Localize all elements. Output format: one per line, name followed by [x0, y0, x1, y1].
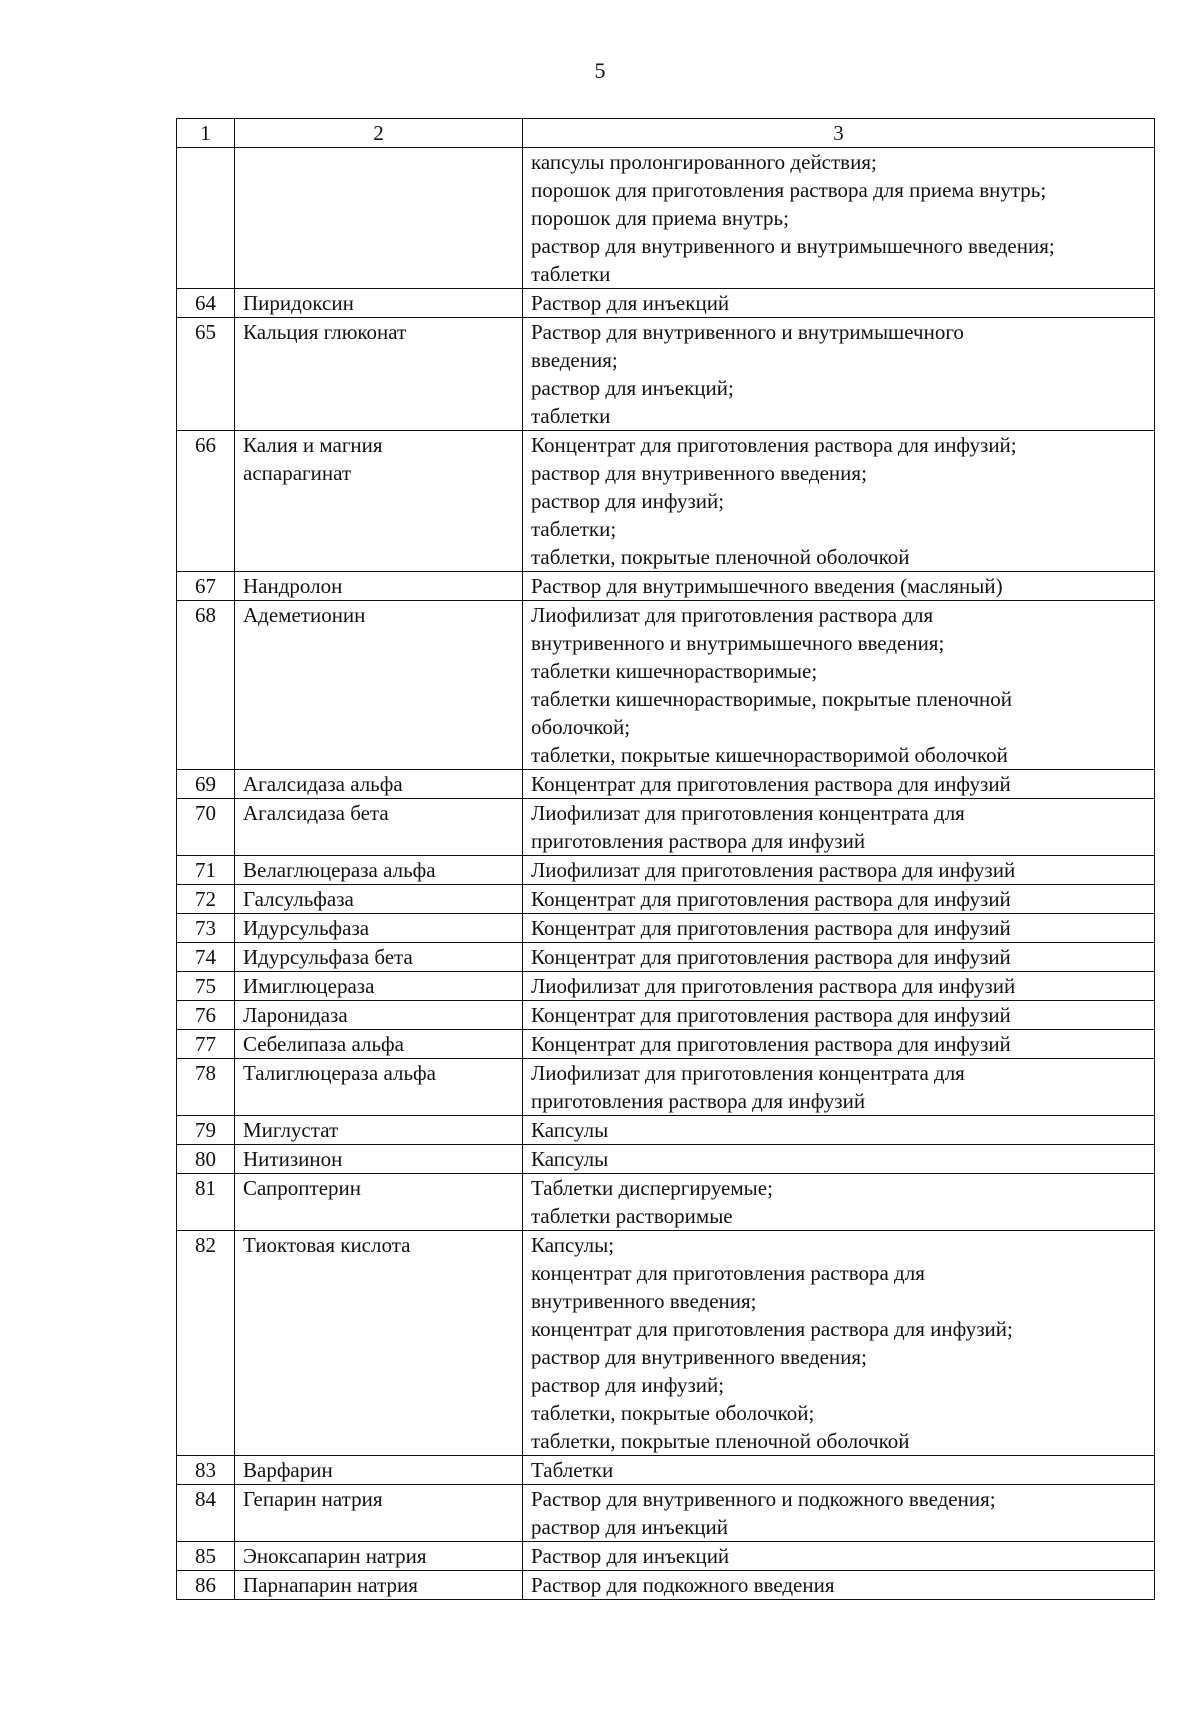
column-header-name: 2: [235, 119, 523, 148]
table-row: [177, 799, 1155, 856]
table-row: [177, 856, 1155, 885]
row-number: 81: [177, 1174, 235, 1231]
table-row: [177, 1485, 1155, 1542]
drug-name: Себелипаза альфа: [235, 1030, 523, 1059]
drug-name: Адеметионин: [235, 601, 523, 770]
page-number: 5: [594, 58, 606, 83]
drug-name: Талиглюцераза альфа: [235, 1059, 523, 1116]
row-number: 71: [177, 856, 235, 885]
table-row: [177, 1116, 1155, 1145]
table-row: [177, 572, 1155, 601]
row-number: 74: [177, 943, 235, 972]
table-row: [177, 1542, 1155, 1571]
table-row: [177, 1001, 1155, 1030]
drug-name: Тиоктовая кислота: [235, 1231, 523, 1456]
dosage-forms: Лиофилизат для приготовления раствора для инфузий: [523, 856, 1155, 885]
dosage-forms: Таблетки: [523, 1456, 1155, 1485]
column-header-number: 1: [177, 119, 235, 148]
table-row: [177, 431, 1155, 572]
drug-name: Эноксапарин натрия: [235, 1542, 523, 1571]
table-row: [177, 1571, 1155, 1600]
dosage-forms: Лиофилизат для приготовления раствора для инфузий: [523, 972, 1155, 1001]
drug-table: [176, 118, 1155, 1600]
table-row: [177, 1059, 1155, 1116]
dosage-forms: Капсулы: [523, 1116, 1155, 1145]
dosage-forms: Таблетки диспергируемые; таблетки растворимые: [523, 1174, 1155, 1231]
row-number: 70: [177, 799, 235, 856]
drug-name: Велаглюцераза альфа: [235, 856, 523, 885]
row-number: 73: [177, 914, 235, 943]
dosage-forms: Капсулы; концентрат для приготовления раствора для внутривенного введения; концентрат для приготовления раствора для инфузий; раствор для внутривенного введения; раствор для инфузий; таблетки, покрытые оболочкой; таблетки, покрытые пленочной оболочкой: [523, 1231, 1155, 1456]
drug-name: Гепарин натрия: [235, 1485, 523, 1542]
column-header-forms: 3: [523, 119, 1155, 148]
dosage-forms: Лиофилизат для приготовления концентрата для приготовления раствора для инфузий: [523, 799, 1155, 856]
table-row: [177, 289, 1155, 318]
table-row: [177, 1145, 1155, 1174]
table-row: [177, 1456, 1155, 1485]
drug-name: Калия и магния аспарагинат: [235, 431, 523, 572]
drug-name: Агалсидаза бета: [235, 799, 523, 856]
table-row: [177, 1030, 1155, 1059]
row-number: 86: [177, 1571, 235, 1600]
table-row: [177, 1231, 1155, 1456]
table-row: [177, 885, 1155, 914]
dosage-forms: капсулы пролонгированного действия; порошок для приготовления раствора для приема внутрь; порошок для приема внутрь; раствор для внутривенного и внутримышечного введения; таблетки: [523, 148, 1155, 289]
table-row: [177, 148, 1155, 289]
table-row: [177, 914, 1155, 943]
dosage-forms: Концентрат для приготовления раствора для инфузий: [523, 914, 1155, 943]
table-row: [177, 318, 1155, 431]
dosage-forms: Капсулы: [523, 1145, 1155, 1174]
table-header-row: [177, 119, 1155, 148]
table-row: [177, 601, 1155, 770]
row-number: 69: [177, 770, 235, 799]
dosage-forms: Концентрат для приготовления раствора для инфузий: [523, 770, 1155, 799]
row-number: 83: [177, 1456, 235, 1485]
drug-name: [235, 148, 523, 289]
drug-name: Миглустат: [235, 1116, 523, 1145]
drug-name: Галсульфаза: [235, 885, 523, 914]
dosage-forms: Раствор для внутривенного и подкожного введения; раствор для инъекций: [523, 1485, 1155, 1542]
dosage-forms: Лиофилизат для приготовления концентрата для приготовления раствора для инфузий: [523, 1059, 1155, 1116]
row-number: 85: [177, 1542, 235, 1571]
row-number: 84: [177, 1485, 235, 1542]
row-number: 80: [177, 1145, 235, 1174]
dosage-forms: Концентрат для приготовления раствора для инфузий: [523, 885, 1155, 914]
drug-name: Парнапарин натрия: [235, 1571, 523, 1600]
drug-name: Идурсульфаза бета: [235, 943, 523, 972]
dosage-forms: Раствор для инъекций: [523, 289, 1155, 318]
row-number: 78: [177, 1059, 235, 1116]
drug-name: Пиридоксин: [235, 289, 523, 318]
row-number: 75: [177, 972, 235, 1001]
row-number: 77: [177, 1030, 235, 1059]
row-number: 68: [177, 601, 235, 770]
row-number: 64: [177, 289, 235, 318]
dosage-forms: Раствор для внутривенного и внутримышечного введения; раствор для инъекций; таблетки: [523, 318, 1155, 431]
row-number: 66: [177, 431, 235, 572]
drug-name: Имиглюцераза: [235, 972, 523, 1001]
dosage-forms: Лиофилизат для приготовления раствора для внутривенного и внутримышечного введения; таблетки кишечнорастворимые; таблетки кишечнорастворимые, покрытые пленочной оболочкой; таблетки, покрытые кишечнорастворимой оболочкой: [523, 601, 1155, 770]
drug-name: Варфарин: [235, 1456, 523, 1485]
drug-name: Идурсульфаза: [235, 914, 523, 943]
row-number: 76: [177, 1001, 235, 1030]
row-number: 79: [177, 1116, 235, 1145]
drug-name: Сапроптерин: [235, 1174, 523, 1231]
dosage-forms: Концентрат для приготовления раствора для инфузий: [523, 1030, 1155, 1059]
drug-name: Нитизинон: [235, 1145, 523, 1174]
dosage-forms: Раствор для инъекций: [523, 1542, 1155, 1571]
dosage-forms: Концентрат для приготовления раствора для инфузий: [523, 1001, 1155, 1030]
row-number: 65: [177, 318, 235, 431]
drug-name: Ларонидаза: [235, 1001, 523, 1030]
drug-name: Агалсидаза альфа: [235, 770, 523, 799]
dosage-forms: Раствор для внутримышечного введения (масляный): [523, 572, 1155, 601]
table-row: [177, 972, 1155, 1001]
table-row: [177, 770, 1155, 799]
table-row: [177, 1174, 1155, 1231]
table-row: [177, 943, 1155, 972]
drug-name: Нандролон: [235, 572, 523, 601]
row-number: [177, 148, 235, 289]
drug-name: Кальция глюконат: [235, 318, 523, 431]
row-number: 72: [177, 885, 235, 914]
dosage-forms: Концентрат для приготовления раствора для инфузий: [523, 943, 1155, 972]
dosage-forms: Концентрат для приготовления раствора для инфузий; раствор для внутривенного введения; раствор для инфузий; таблетки; таблетки, покрытые пленочной оболочкой: [523, 431, 1155, 572]
row-number: 67: [177, 572, 235, 601]
dosage-forms: Раствор для подкожного введения: [523, 1571, 1155, 1600]
row-number: 82: [177, 1231, 235, 1456]
